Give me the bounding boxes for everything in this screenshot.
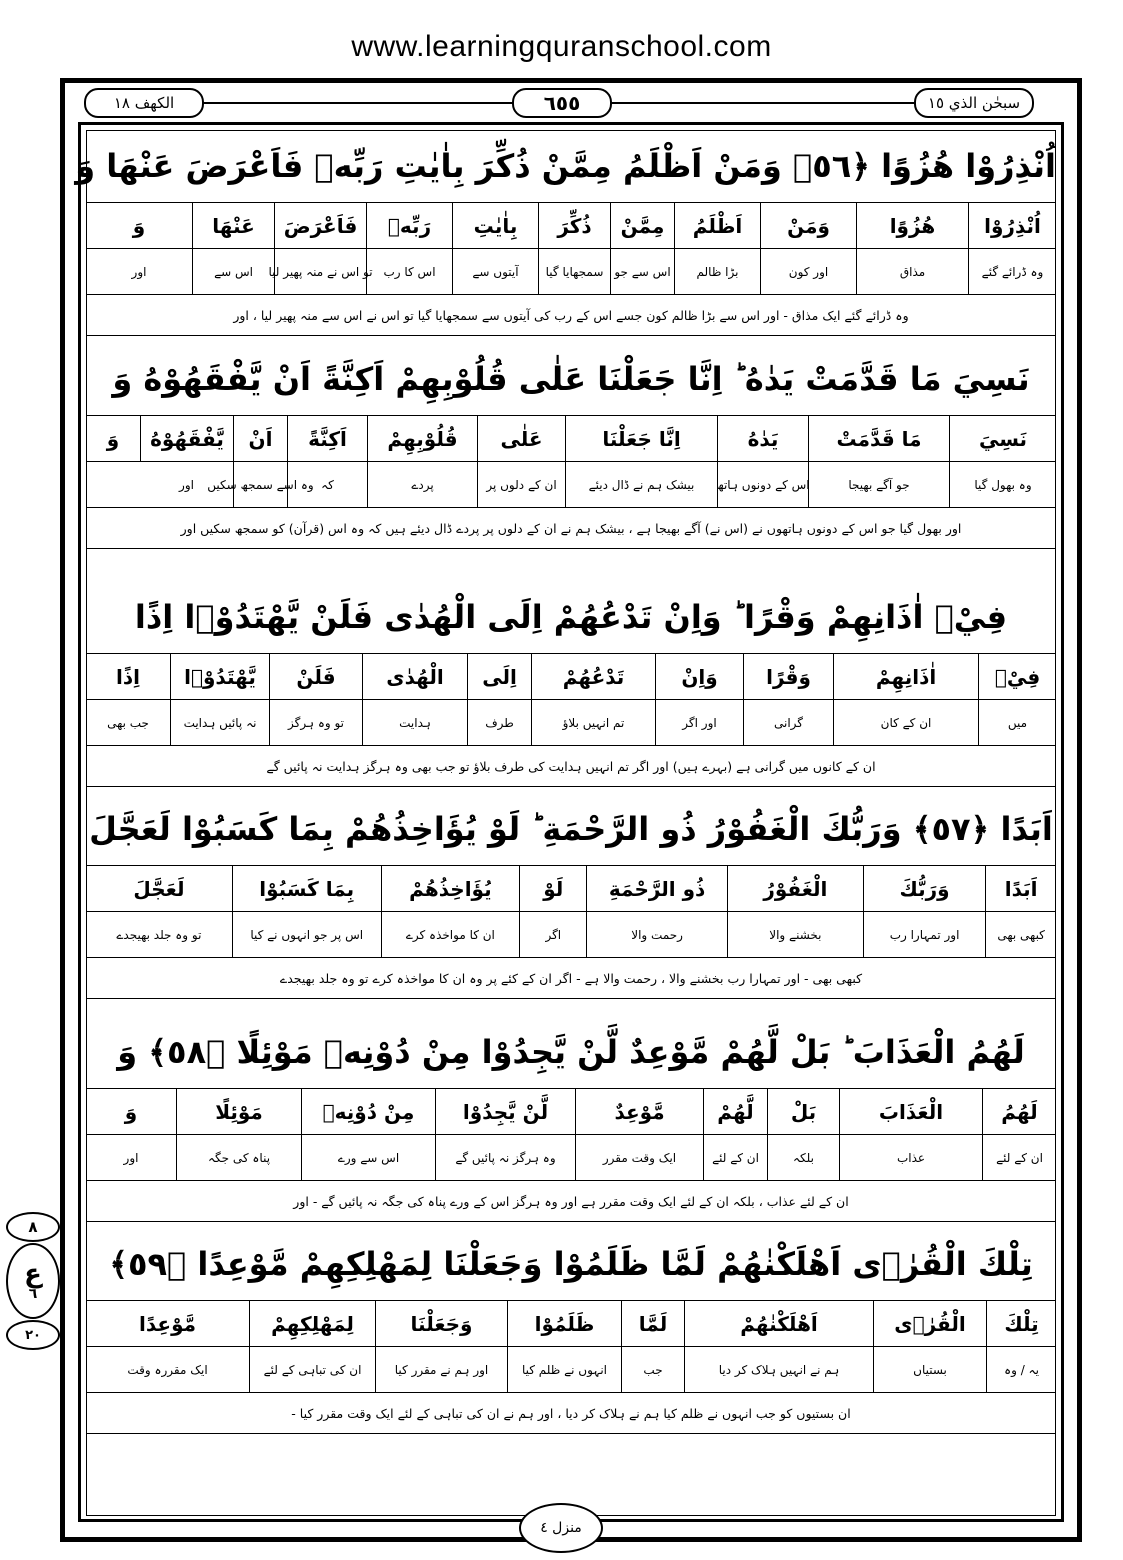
word-cell: اَبَدًا bbox=[985, 866, 1056, 911]
arabic-verse-line: اُنْذِرُوْا هُزُوًا ﴿٥٦﴾ وَمَنْ اَظْلَمُ مِمَّنْ ذُكِّرَ بِاٰيٰتِ رَبِّهٖ فَاَعْرَضَ عَنْهَا وَ bbox=[75, 147, 1056, 185]
word-cell: رَبِّهٖ bbox=[366, 203, 452, 248]
word-row bbox=[86, 653, 1056, 699]
word-cell: مِمَّنْ bbox=[610, 203, 674, 248]
word-cell: تَدْعُهُمْ bbox=[531, 654, 655, 699]
meaning-cell: اور bbox=[131, 264, 147, 279]
word-cell: لَهُمُ bbox=[982, 1089, 1056, 1134]
meaning-cell: بلکہ bbox=[767, 1135, 839, 1180]
meaning-cell: کبھی بھی bbox=[985, 912, 1056, 957]
ruku-marker-letter: ع bbox=[24, 1259, 42, 1289]
meaning-cell: میں bbox=[978, 700, 1056, 745]
arabic-verse-line: تِلْكَ الْقُرٰۤى اَهْلَكْنٰهُمْ لَمَّا ظَلَمُوْا وَجَعَلْنَا لِمَهْلِكِهِمْ مَّوْعِدًا ﴿٥٩﴾ bbox=[109, 1245, 1033, 1283]
meaning-cell: وہ ڈرائے گئے bbox=[968, 249, 1056, 294]
word-cell: وَرَبُّكَ bbox=[863, 866, 985, 911]
urdu-translation-line: ان بستیوں کو جب انہوں نے ظلم کیا ہم نے ہلاک کر دیا ، اور ہم نے ان کی تباہی کے لئے ایک وقت مقرر کیا - bbox=[86, 1392, 1056, 1434]
word-row bbox=[86, 415, 1056, 461]
ruku-marker bbox=[6, 1243, 60, 1319]
meaning-cell: عذاب bbox=[839, 1135, 982, 1180]
word-cell: هُزُوًا bbox=[856, 203, 968, 248]
meaning-cell: ایک وقت مقرر bbox=[575, 1135, 703, 1180]
word-cell: اِنَّا جَعَلْنَا bbox=[565, 416, 717, 461]
meaning-row bbox=[86, 1346, 1056, 1392]
meaning-cell: اس سے ورے bbox=[301, 1135, 435, 1180]
meaning-cell: یہ / وہ bbox=[986, 1347, 1056, 1392]
meaning-row bbox=[86, 1134, 1056, 1180]
meaning-cell: ان کے دلوں پر bbox=[477, 462, 565, 507]
ruku-count-marker: ٨ bbox=[6, 1212, 60, 1242]
meaning-cell: کہ bbox=[287, 462, 367, 507]
word-cell: مَوْئِلًا bbox=[176, 1089, 301, 1134]
meaning-cell: ہم نے انہیں ہلاک کر دیا bbox=[684, 1347, 873, 1392]
para-name-label: سبحٰن الذي ١٥ bbox=[914, 88, 1034, 118]
meaning-cell: جب بھی bbox=[107, 715, 149, 730]
meaning-cell: انہوں نے ظلم کیا bbox=[507, 1347, 621, 1392]
urdu-translation-line: کبھی بھی - اور تمہارا رب بخشنے والا ، رحمت والا ہے - اگر ان کے کئے پر وہ ان کا مواخذہ کرے تو وہ جلد بھیجدے bbox=[86, 957, 1056, 999]
meaning-cell: تو وہ جلد بھیجدے bbox=[116, 927, 202, 942]
meaning-cell: مذاق bbox=[856, 249, 968, 294]
meaning-row bbox=[86, 911, 1056, 957]
meaning-cell: ان کا مواخذہ کرے bbox=[381, 912, 520, 957]
meaning-cell: بستیاں bbox=[873, 1347, 986, 1392]
meaning-cell: اس کا رب bbox=[366, 249, 452, 294]
meaning-cell: اور bbox=[123, 1150, 139, 1165]
word-cell: لَوْ bbox=[519, 866, 586, 911]
meaning-cell: جب bbox=[621, 1347, 684, 1392]
website-url: www.learningquranschool.com bbox=[351, 30, 772, 63]
meaning-cell: اور اگر bbox=[655, 700, 743, 745]
word-cell: نَسِيَ bbox=[949, 416, 1056, 461]
word-cell: فِيْۤ bbox=[978, 654, 1056, 699]
meaning-cell: ان کی تباہی کے لئے bbox=[249, 1347, 375, 1392]
word-cell: اَظْلَمُ bbox=[674, 203, 760, 248]
urdu-translation-line: ان کے لئے عذاب ، بلکہ ان کے لئے ایک وقت مقرر ہے اور وہ ہرگز اس کے ورے پناہ کی جگہ نہ پائیں گے - اور bbox=[86, 1180, 1056, 1222]
word-cell: وَ bbox=[106, 426, 120, 451]
word-row bbox=[86, 865, 1056, 911]
word-cell: لَمَّا bbox=[621, 1301, 684, 1346]
meaning-cell: جو آگے بھیجا bbox=[808, 462, 949, 507]
word-cell: وَجَعَلْنَا bbox=[375, 1301, 507, 1346]
word-cell: اَهْلَكْنٰهُمْ bbox=[684, 1301, 873, 1346]
word-cell: عَلٰى bbox=[477, 416, 565, 461]
word-cell: يَّهْتَدُوْۤا bbox=[170, 654, 269, 699]
word-cell: يَّفْقَهُوْهُ bbox=[140, 416, 233, 461]
ruku-marker-number: ٦ bbox=[28, 1286, 38, 1302]
meaning-cell: وہ اسے سمجھ سکیں bbox=[233, 462, 287, 507]
meaning-cell: اور ہم نے مقرر کیا bbox=[375, 1347, 507, 1392]
urdu-translation-line: ان کے کانوں میں گرانی ہے (بہرے ہیں) اور اگر تم انہیں ہدایت کی طرف بلاؤ تو جب بھی وہ ہرگز ہدایت نہ پائیں گے bbox=[86, 745, 1056, 787]
word-cell: الْعَذَابَ bbox=[839, 1089, 982, 1134]
word-cell: بَلْ bbox=[767, 1089, 839, 1134]
arabic-verse-line: نَسِيَ مَا قَدَّمَتْ يَدٰهُ ؕ اِنَّا جَعَلْنَا عَلٰى قُلُوْبِهِمْ اَكِنَّةً اَنْ يَّفْقَهُوْهُ وَ bbox=[112, 360, 1030, 398]
meaning-cell: بیشک ہم نے ڈال دیئے bbox=[565, 462, 717, 507]
word-cell: اِذًا bbox=[116, 664, 140, 689]
meaning-cell: تم انہیں بلاؤ bbox=[531, 700, 655, 745]
word-cell: اُنْذِرُوْا bbox=[968, 203, 1056, 248]
word-cell: لَّهُمْ bbox=[703, 1089, 767, 1134]
meaning-cell: بڑا ظالم bbox=[674, 249, 760, 294]
word-cell: مَا قَدَّمَتْ bbox=[808, 416, 949, 461]
word-cell: اٰذَانِهِمْ bbox=[833, 654, 978, 699]
word-cell: عَنْهَا bbox=[192, 203, 274, 248]
word-cell: مَّوْعِدٌ bbox=[575, 1089, 703, 1134]
meaning-cell: اس کے دونوں ہاتھ bbox=[717, 462, 808, 507]
meaning-cell: آیتوں سے bbox=[452, 249, 538, 294]
meaning-cell: پناہ کی جگہ bbox=[176, 1135, 301, 1180]
word-cell: ذُو الرَّحْمَةِ bbox=[586, 866, 727, 911]
meaning-cell: اور bbox=[179, 477, 194, 492]
word-row bbox=[86, 202, 1056, 248]
page-number: ٦٥٥ bbox=[512, 88, 612, 118]
meaning-cell: رحمت والا bbox=[586, 912, 727, 957]
meaning-cell: اس سے bbox=[192, 249, 274, 294]
word-cell: بِاٰيٰتِ bbox=[452, 203, 538, 248]
meaning-row bbox=[86, 248, 1056, 294]
meaning-row bbox=[86, 461, 1056, 507]
word-cell: لِمَهْلِكِهِمْ bbox=[249, 1301, 375, 1346]
arabic-verse-line: لَهُمُ الْعَذَابَ ؕ بَلْ لَّهُمْ مَّوْعِدٌ لَّنْ يَّجِدُوْا مِنْ دُوْنِهٖ مَوْئِلًا ﴿٥٨﴾ وَ bbox=[117, 1033, 1025, 1071]
word-cell: الْهُدٰى bbox=[362, 654, 467, 699]
meaning-cell: ان کے کان bbox=[833, 700, 978, 745]
word-cell: وَاِنْ bbox=[655, 654, 743, 699]
meaning-cell: اور کون bbox=[760, 249, 856, 294]
meaning-cell: گرانی bbox=[743, 700, 833, 745]
manzil-marker: منزل ٤ bbox=[519, 1503, 603, 1553]
word-cell: وَقْرًا bbox=[743, 654, 833, 699]
word-cell: وَ bbox=[132, 213, 146, 238]
meaning-cell: ہدایت bbox=[362, 700, 467, 745]
word-cell: بِمَا كَسَبُوْا bbox=[232, 866, 381, 911]
meaning-cell: نہ پائیں ہدایت bbox=[170, 700, 269, 745]
word-cell: وَ bbox=[124, 1099, 138, 1124]
meaning-cell: اس سے جو bbox=[610, 249, 674, 294]
meaning-cell: تو اس نے منہ پھیر لیا bbox=[274, 249, 366, 294]
word-cell: اَنْ bbox=[233, 416, 287, 461]
word-cell: اَكِنَّةً bbox=[287, 416, 367, 461]
word-cell: الْغَفُوْرُ bbox=[727, 866, 863, 911]
word-cell: فَاَعْرَضَ bbox=[274, 203, 366, 248]
meaning-cell: طرف bbox=[467, 700, 531, 745]
meaning-cell: وہ بھول گیا bbox=[949, 462, 1056, 507]
ayah-count-marker: ٢٠ bbox=[6, 1320, 60, 1350]
header-rule-left bbox=[204, 102, 512, 104]
word-cell: اِلَى bbox=[467, 654, 531, 699]
word-cell: الْقُرٰۤى bbox=[873, 1301, 986, 1346]
arabic-verse-line: اَبَدًا ﴿٥٧﴾ وَرَبُّكَ الْغَفُوْرُ ذُو الرَّحْمَةِ ؕ لَوْ يُؤَاخِذُهُمْ بِمَا كَسَبُوْا لَعَجَّلَ bbox=[89, 810, 1053, 848]
word-cell: مِنْ دُوْنِهٖ bbox=[301, 1089, 435, 1134]
word-cell: مَّوْعِدًا bbox=[139, 1311, 196, 1336]
meaning-row bbox=[86, 699, 1056, 745]
word-cell: قُلُوْبِهِمْ bbox=[367, 416, 477, 461]
urdu-translation-line: اور بھول گیا جو اس کے دونوں ہاتھوں نے (اس نے) آگے بھیجا ہے ، بیشک ہم نے ان کے دلوں پر پردے ڈال دیئے ہیں کہ وہ اس (قرآن) کو سمجھ سکیں اور bbox=[86, 507, 1056, 549]
meaning-cell: وہ ہرگز نہ پائیں گے bbox=[435, 1135, 575, 1180]
meaning-cell: اس پر جو انہوں نے کیا bbox=[232, 912, 381, 957]
urdu-translation-line: وہ ڈرائے گئے ایک مذاق - اور اس سے بڑا ظالم کون جسے اس کے رب کی آیتوں سے سمجھایا گیا تو اس نے اس سے منہ پھیر لیا ، اور bbox=[86, 294, 1056, 336]
meaning-cell: بخشنے والا bbox=[727, 912, 863, 957]
word-cell: يُؤَاخِذُهُمْ bbox=[381, 866, 520, 911]
meaning-cell: اور تمہارا رب bbox=[863, 912, 985, 957]
meaning-cell: ان کے لئے bbox=[982, 1135, 1056, 1180]
word-cell: ظَلَمُوْا bbox=[507, 1301, 621, 1346]
word-row bbox=[86, 1300, 1056, 1346]
arabic-verse-line: فِيْۤ اٰذَانِهِمْ وَقْرًا ؕ وَاِنْ تَدْعُهُمْ اِلَى الْهُدٰى فَلَنْ يَّهْتَدُوْۤا اِذًا bbox=[134, 598, 1008, 636]
word-cell: ذُكِّرَ bbox=[538, 203, 610, 248]
word-cell: تِلْكَ bbox=[986, 1301, 1056, 1346]
meaning-cell: اگر bbox=[519, 912, 586, 957]
word-cell: لَّنْ يَّجِدُوْا bbox=[435, 1089, 575, 1134]
word-cell: وَمَنْ bbox=[760, 203, 856, 248]
word-cell: فَلَنْ bbox=[269, 654, 362, 699]
word-cell: يَدٰهُ bbox=[717, 416, 808, 461]
word-cell: لَعَجَّلَ bbox=[133, 876, 185, 901]
meaning-cell: ان کے لئے bbox=[703, 1135, 767, 1180]
meaning-cell: سمجھایا گیا bbox=[538, 249, 610, 294]
meaning-cell: پردے bbox=[367, 462, 477, 507]
meaning-cell: تو وہ ہرگز bbox=[269, 700, 362, 745]
meaning-cell: ایک مقررہ وقت bbox=[127, 1362, 208, 1377]
word-row bbox=[86, 1088, 1056, 1134]
surah-name-label: الكهف ١٨ bbox=[84, 88, 204, 118]
header-rule-right bbox=[612, 102, 914, 104]
